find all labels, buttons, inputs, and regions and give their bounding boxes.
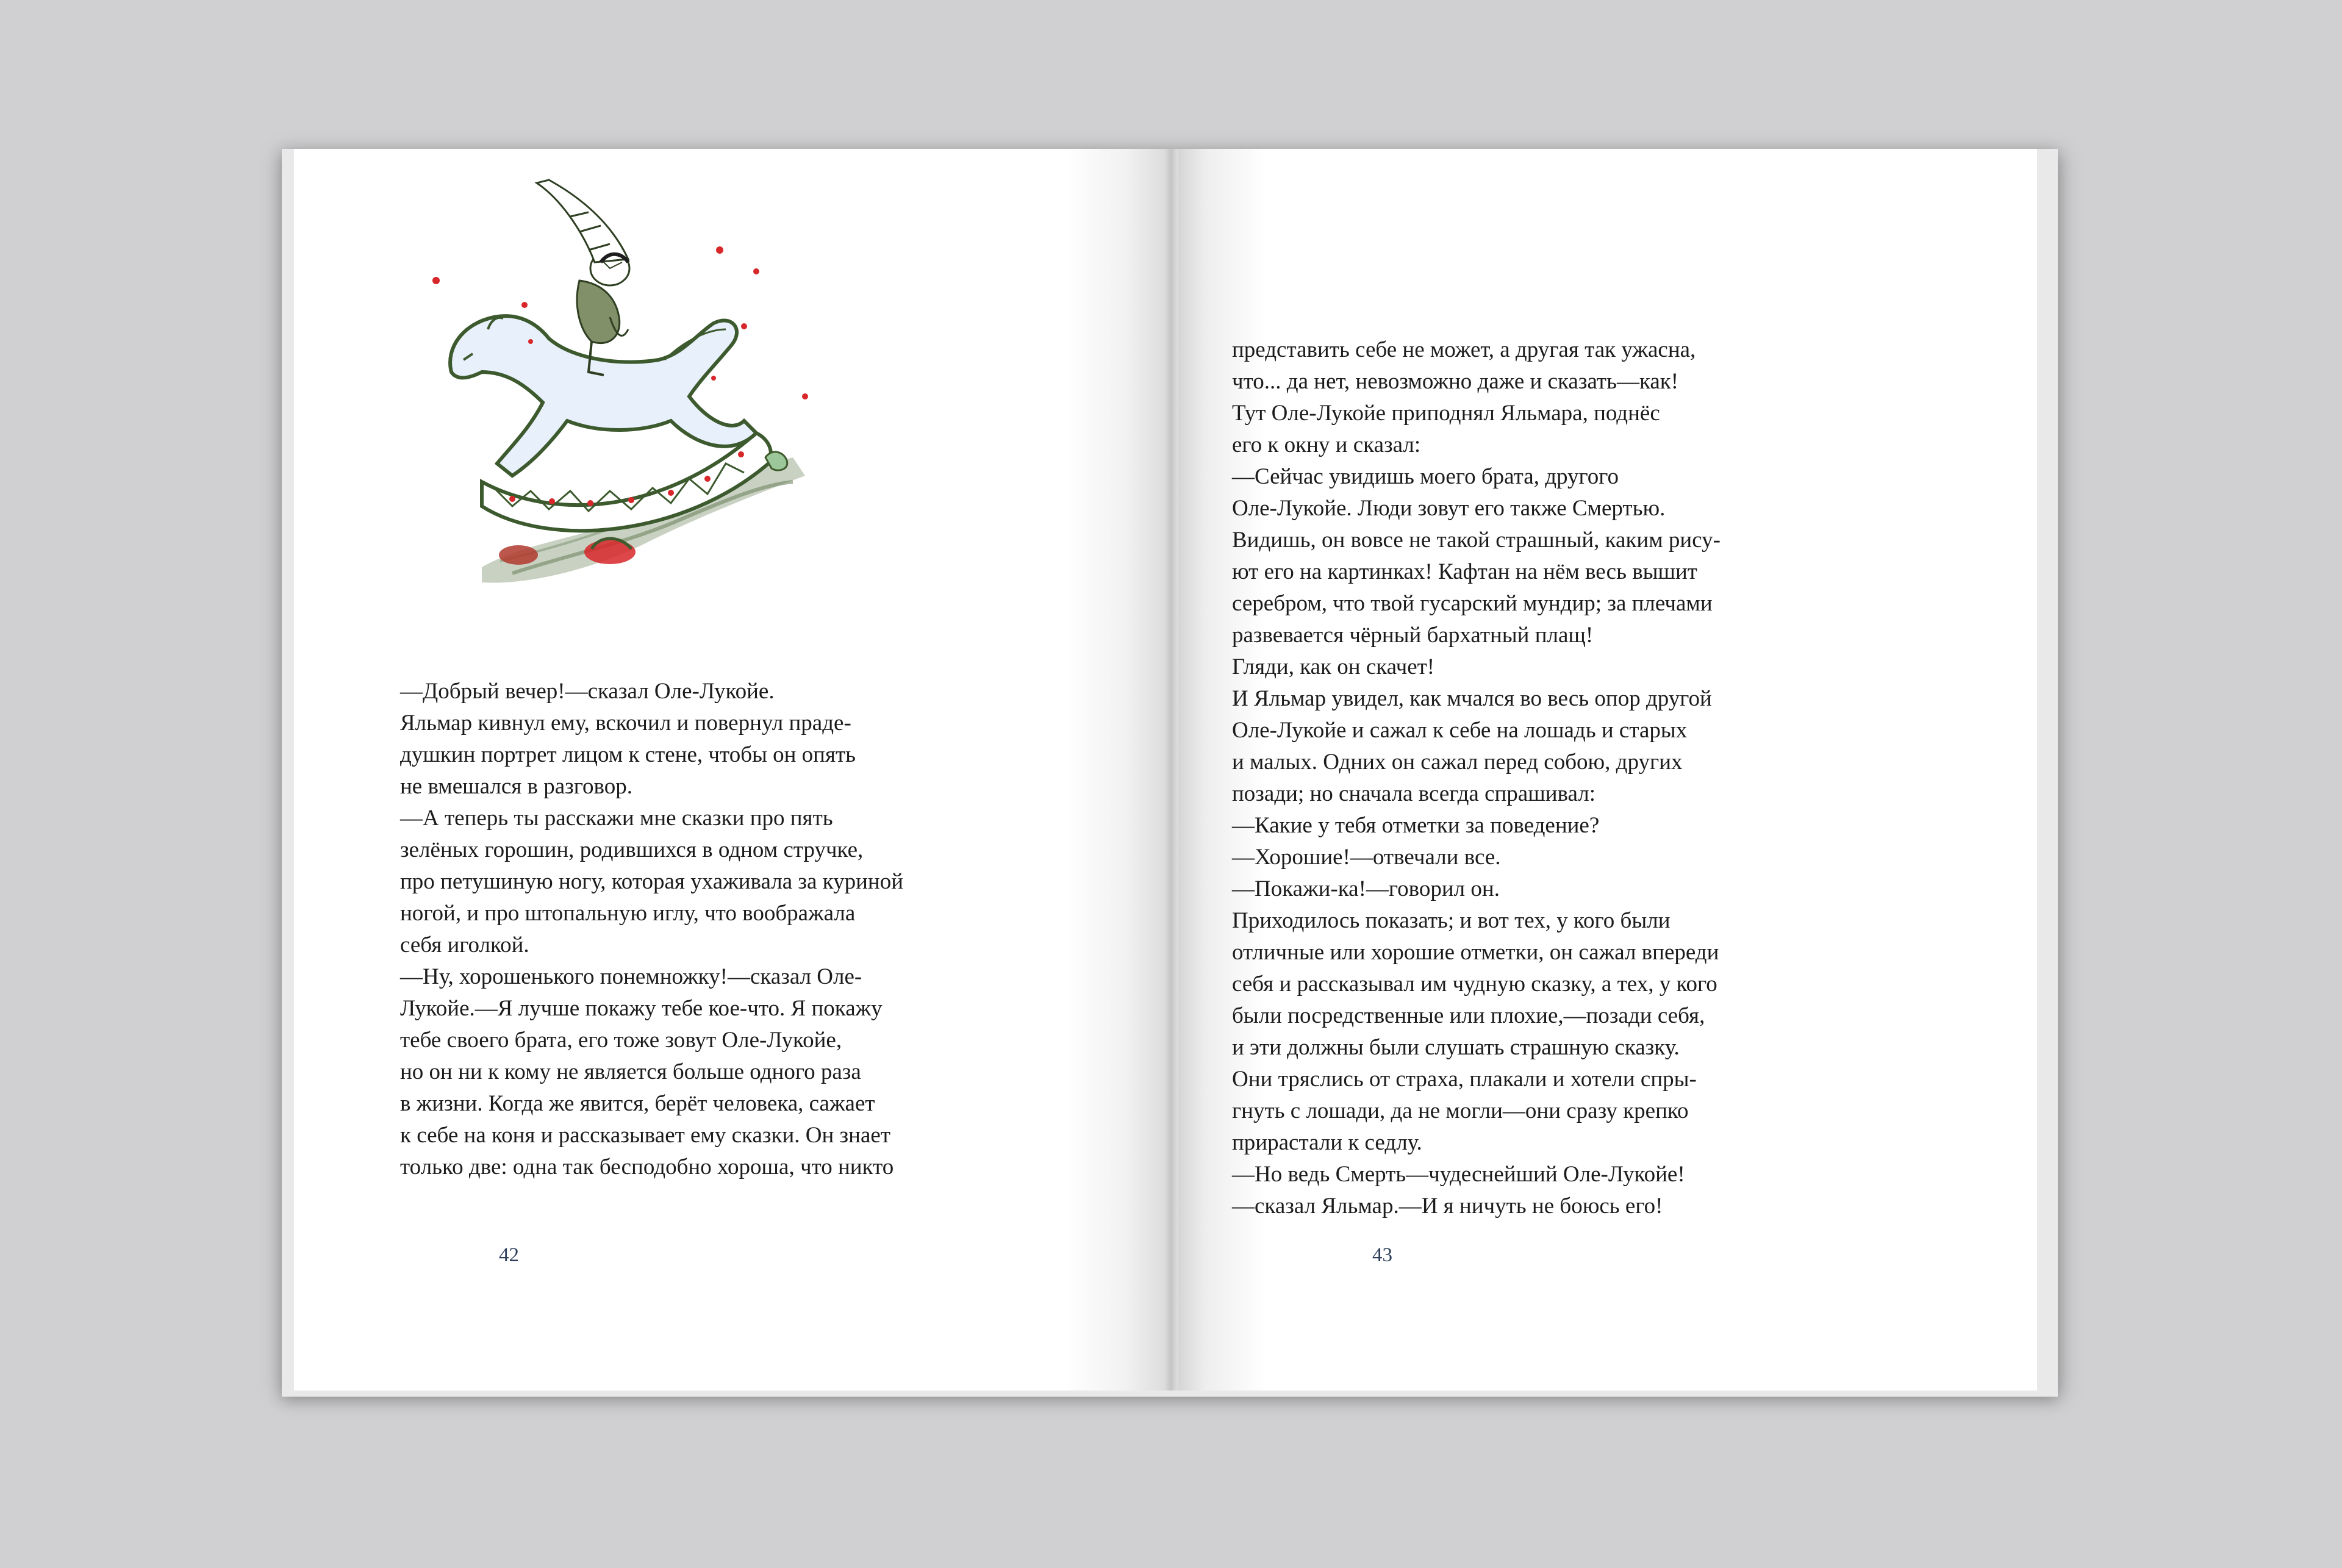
rocking-horse-illustration (427, 177, 842, 598)
page-number-left: 42 (499, 1244, 519, 1266)
text-line: к себе на коня и рассказывает ему сказки. Он знает (400, 1123, 890, 1148)
text-line: —Хорошие!—отвечали все. (1232, 845, 1501, 870)
text-line: ногой, и про штопальную иглу, что воображала (400, 901, 856, 926)
text-line: Приходилось показать; и вот тех, у кого были (1232, 908, 1671, 933)
text-line: про петушиную ногу, которая ухаживала за куриной (400, 869, 904, 894)
text-line: —Ну, хорошенького понемножку!—сказал Оле- (400, 964, 862, 989)
text-line: душкин портрет лицом к стене, чтобы он опять (400, 742, 856, 767)
text-line: Видишь, он вовсе не такой страшный, каким рису- (1232, 528, 1721, 553)
text-line: —Сейчас увидишь моего брата, другого (1232, 464, 1619, 489)
text-line: его к окну и сказал: (1232, 432, 1421, 457)
text-line: ют его на картинках! Кафтан на нём весь вышит (1232, 559, 1697, 584)
text-line: тебе своего брата, его тоже зовут Оле-Лукойе, (400, 1028, 842, 1053)
text-line: серебром, что твой гусарский мундир; за плечами (1232, 591, 1713, 616)
text-line: И Яльмар увидел, как мчался во весь опор другой (1232, 686, 1712, 711)
text-line: —Какие у тебя отметки за поведение? (1232, 813, 1600, 838)
text-line: Лукойе.—Я лучше покажу тебе кое-что. Я покажу (400, 996, 883, 1021)
text-line: себя и рассказывал им чудную сказку, а тех, у кого (1232, 972, 1717, 997)
text-line: и эти должны были слушать страшную сказку. (1232, 1035, 1680, 1060)
text-line: —А теперь ты расскажи мне сказки про пять (400, 806, 833, 831)
text-line: —Но ведь Смерть—чудеснейший Оле-Лукойе! (1232, 1162, 1685, 1187)
text-line: но он ни к кому не является больше одного раза (400, 1059, 861, 1084)
text-line: были посредственные или плохие,—позади себя, (1232, 1003, 1705, 1028)
text-line: прирастали к седлу. (1232, 1130, 1422, 1155)
text-line: Оле-Лукойе. Люди зовут его также Смертью. (1232, 496, 1666, 521)
text-line: Гляди, как он скачет! (1232, 654, 1435, 679)
text-line: не вмешался в разговор. (400, 774, 633, 799)
text-line: себя иголкой. (400, 933, 529, 958)
text-line: развевается чёрный бархатный плащ! (1232, 623, 1594, 648)
text-line: отличные или хорошие отметки, он сажал впереди (1232, 940, 1719, 965)
text-line: —Покажи-ка!—говорил он. (1232, 876, 1500, 901)
right-page-text (1232, 334, 1721, 1222)
text-line: только две: одна так бесподобно хороша, что никто (400, 1155, 894, 1180)
text-line: Тут Оле-Лукойе приподнял Яльмара, поднёс (1232, 401, 1660, 426)
text-line: в жизни. Когда же явится, берёт человека, сажает (400, 1091, 875, 1116)
text-line: Они тряслись от страха, плакали и хотели спры- (1232, 1067, 1697, 1092)
text-line: что... да нет, невозможно даже и сказать—как! (1232, 369, 1679, 394)
text-line: —сказал Яльмар.—И я ничуть не боюсь его! (1232, 1194, 1663, 1219)
book-gutter (1164, 149, 1178, 1391)
text-line: Оле-Лукойе и сажал к себе на лошадь и старых (1232, 718, 1688, 743)
text-line: гнуть с лошади, да не могли—они сразу крепко (1232, 1098, 1689, 1123)
text-line: позади; но сначала всегда спрашивал: (1232, 781, 1595, 806)
text-line: —Добрый вечер!—сказал Оле-Лукойе. (400, 679, 775, 704)
page-number-right: 43 (1372, 1244, 1392, 1266)
text-line: и малых. Одних он сажал перед собою, других (1232, 750, 1683, 775)
text-line: зелёных горошин, родившихся в одном стручке, (400, 837, 864, 862)
right-page (1171, 149, 2037, 1391)
text-line: представить себе не может, а другая так ужасна, (1232, 337, 1696, 362)
text-line: Яльмар кивнул ему, вскочил и повернул праде- (400, 711, 851, 736)
left-page-text (400, 676, 903, 1183)
